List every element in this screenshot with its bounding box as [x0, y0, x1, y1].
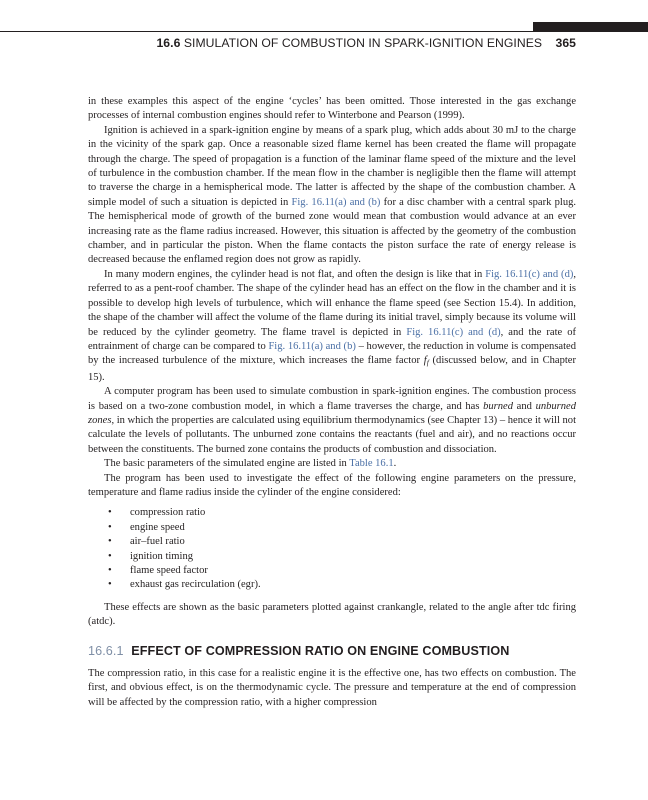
paragraph-8: The compression ratio, in this case for a realistic engine it is the effective one, has two effects on combustion. The first, and obvious effect, is on the thermodynamic cycle. The pressure and temperature at the end of compression will be affected by the compression ratio, with a higher compression [88, 668, 576, 708]
subsection-heading [88, 644, 576, 658]
list-item: • exhaust gas recirculation (egr). [108, 578, 576, 592]
paragraph-5 [88, 457, 576, 471]
header-bar [533, 22, 648, 31]
paragraph-5-text-a: The basic parameters of the simulated engine are listed in [104, 458, 350, 470]
paragraph-5-text-b: . [393, 458, 397, 470]
header-section-number: 16.6 [156, 36, 181, 50]
list-item: • compression ratio [108, 506, 576, 520]
paragraph-4 [88, 385, 576, 457]
paragraph-4-text-b: and [513, 400, 536, 412]
running-header [156, 36, 576, 50]
paragraph-3-text-e: (discussed below, and in Chapter 15). [88, 355, 576, 383]
paragraph-2-text-a: Ignition is achieved in a spark-ignition engine by means of a spark plug, which adds about 30 mJ to the charge in the vicinity of the spark gap. Once a reasonable sized flame kernel has been created the flame will propagate through the charge. The speed of propagation is a function of the laminar flame speed of the mixture and the level of turbulence in the combustion chamber. If the mean flow in the chamber is negligible then the flame will attempt to traverse the charge in a hemispherical mode. The latter is affected by the shape of the combustion chamber. A simple model of such a situation is depicted in [88, 124, 576, 208]
page-body [88, 95, 576, 710]
page-number: 365 [555, 36, 576, 50]
subsection-title: EFFECT OF COMPRESSION RATIO ON ENGINE COMBUSTION [131, 643, 510, 658]
paragraph-3-text-b: , referred to as a pent-roof chamber. The shape of the cylinder head has an effect on the flow in the chamber and it is possible to develop high levels of turbulence, which will enhance the flame speed (see Section 15.4). In addition, the shape of the chamber will affect the volume of the flame during its initial travel, simply because its volume will be reduced by the cylinder geometry. The flame travel is depicted in [88, 268, 576, 338]
paragraph-7: These effects are shown as the basic parameters plotted against crankangle, related to the angle after tdc firing (atdc). [88, 601, 576, 628]
list-item: • ignition timing [108, 550, 576, 564]
header-section-title: SIMULATION OF COMBUSTION IN SPARK-IGNITION ENGINES [183, 36, 543, 50]
paragraph-4-text-a: A computer program has been used to simulate combustion in spark-ignition engines. The combustion process is based on a two-zone combustion model, in which a flame traverses the charge, and has [88, 386, 576, 412]
figure-link-16-11cd[interactable]: Fig. 16.11(c) and (d) [485, 268, 574, 280]
flame-factor-subscript: f [426, 358, 429, 368]
paragraph-6: The program has been used to investigate the effect of the following engine parameters on the pressure, temperature and flame radius inside the cylinder of the engine considered: [88, 472, 576, 498]
list-item: • flame speed factor [108, 564, 576, 578]
header-rule [0, 31, 648, 32]
figure-link-16-11cd-2[interactable]: Fig. 16.11(c) and (d) [406, 326, 501, 338]
paragraph-1: in these examples this aspect of the engine ‘cycles’ has been omitted. Those interested in the gas exchange processes of internal combustion engines should refer to Winterbone and Pearson (1999). [88, 96, 576, 122]
figure-link-16-11ab[interactable]: Fig. 16.11(a) and (b) [291, 196, 381, 208]
paragraph-3-text-a: In many modern engines, the cylinder head is not flat, and often the design is like that in [104, 268, 486, 280]
subsection-number: 16.6.1 [88, 643, 124, 658]
list-item: • engine speed [108, 521, 576, 535]
list-item: • air–fuel ratio [108, 535, 576, 549]
term-unburned-zones: unburned zones [88, 400, 576, 426]
paragraph-3 [88, 268, 576, 385]
term-burned: burned [483, 400, 514, 412]
paragraph-2 [88, 124, 576, 268]
figure-link-16-11ab-2[interactable]: Fig. 16.11(a) and (b) [268, 340, 356, 352]
flame-factor-symbol: f [423, 355, 427, 367]
paragraph-4-text-c: , in which the properties are calculated using equilibrium thermodynamics (see Chapter 13) – hence it will not calculate the levels of pollutants. The unburned zone contains the reactants (fuel and air), and no reactions occur between the constituents. The burned zone contains the products of combustion and dissociation. [88, 414, 576, 455]
parameter-list [88, 506, 576, 592]
paragraph-3-text-d: – however, the reduction in volume is compensated by the increased turbulence of the mixture, which increases the flame factor [88, 340, 577, 367]
table-link-16-1[interactable]: Table 16.1 [349, 458, 394, 470]
paragraph-3-text-c: , and the rate of entrainment of charge can be compared to [88, 326, 576, 352]
paragraph-2-text-b: for a disc chamber with a central spark plug. The hemispherical mode of growth of the burned zone would mean that combustion would advance at an ever increasing rate as the flame radius increased. However, this situation is affected by the geometry of the combustion chamber, and in particular the piston. When the flame contacts the piston surface the rate of energy release is decreased because the enflamed region does not grow as rapidly. [88, 196, 576, 266]
